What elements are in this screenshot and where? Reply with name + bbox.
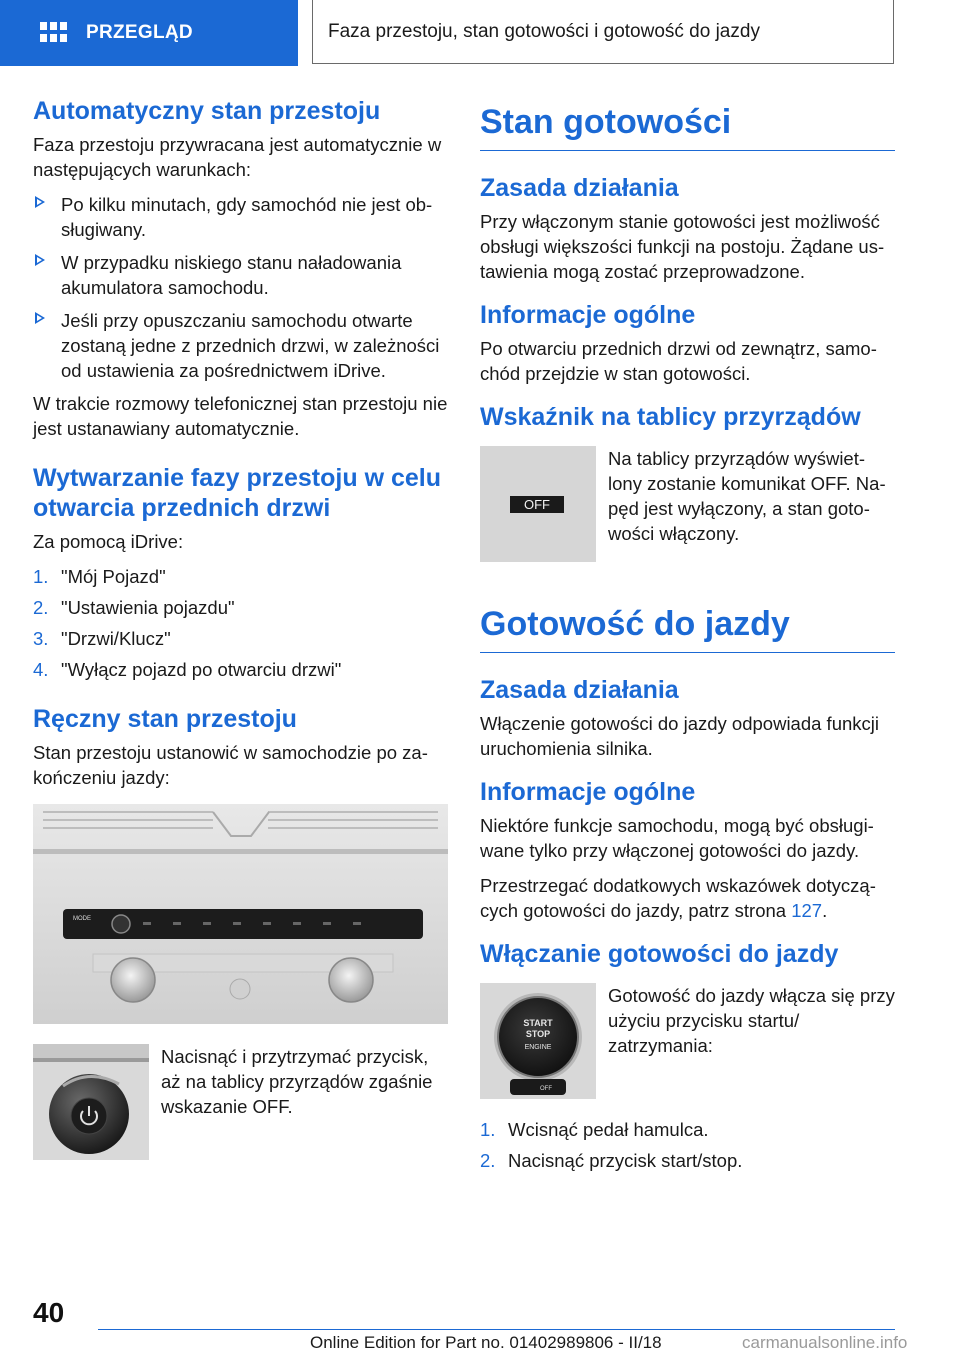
idrive-steps <box>33 564 448 682</box>
drive-enable-section <box>480 939 895 1173</box>
auto-standstill-note: W trakcie rozmowy telefonicznej stan przestoju nie jest ustanawiany automatycznie. <box>33 393 448 439</box>
indicator-section <box>480 402 895 562</box>
indicator-row <box>480 446 895 562</box>
standby-principle-section <box>480 173 895 284</box>
center-console-image <box>33 804 448 1024</box>
list-item: 3. "Drzwi/Klucz" <box>33 628 171 649</box>
standby-general-section <box>480 300 895 386</box>
manual-standstill-section <box>33 704 448 1160</box>
overview-tab-label: PRZEGLĄD <box>86 22 193 43</box>
drive-enable-heading: Włączanie gotowości do jazdy <box>480 940 839 968</box>
right-column <box>480 100 895 1189</box>
watermark: carmanualsonline.info <box>742 1333 908 1352</box>
off-small-label: OFF <box>540 1086 552 1092</box>
drive-general-text1: Niektóre funkcje samochodu, mogą być obsługi-wane tylko przy włączonej gotowości do jazdy. <box>480 815 874 861</box>
power-button-instruction: Nacisnąć i przytrzymać przycisk, aż na tablicy przyrządów zgaśnie wskazanie OFF. <box>161 1046 433 1117</box>
list-item: 4. "Wyłącz pojazd po otwarciu drzwi" <box>33 659 342 680</box>
stop-label: STOP <box>525 1029 551 1039</box>
bullet-triangle-icon <box>35 312 45 324</box>
list-item: Po kilku minutach, gdy samochód nie jest ob-sługiwany. <box>33 192 448 242</box>
off-indicator-image <box>480 446 596 562</box>
auto-standstill-intro: Faza przestoju przywracana jest automatycznie w następujących warunkach: <box>33 134 442 180</box>
auto-standstill-section <box>33 96 448 441</box>
page-header <box>0 0 960 66</box>
overview-tab[interactable] <box>0 0 298 66</box>
left-column <box>33 96 448 1176</box>
chapter-title-text: Faza przestoju, stan gotowości i gotowość do jazdy <box>328 20 760 42</box>
standby-general-heading: Informacje ogólne <box>480 301 696 329</box>
drive-principle-text: Włączenie gotowości do jazdy odpowiada funkcji uruchomienia silnika. <box>480 713 879 759</box>
list-item: 2. "Ustawienia pojazdu" <box>33 597 235 618</box>
drive-enable-steps <box>480 1117 895 1173</box>
drive-enable-text: Gotowość do jazdy włącza się przy użyciu przycisku startu/ zatrzymania: <box>608 985 895 1056</box>
page-link[interactable]: 127 <box>791 900 823 921</box>
door-standstill-section <box>33 463 448 682</box>
standby-general-text: Po otwarciu przednich drzwi od zewnątrz, samo-chód przejdzie w stan gotowości. <box>480 338 877 384</box>
drive-general-heading: Informacje ogólne <box>480 778 696 806</box>
drive-principle-section <box>480 675 895 761</box>
start-stop-row <box>480 983 895 1099</box>
door-standstill-intro: Za pomocą iDrive: <box>33 531 184 552</box>
indicator-heading: Wskaźnik na tablicy przyrządów <box>480 403 861 431</box>
standby-principle-heading: Zasada działania <box>480 174 679 202</box>
bullet-triangle-icon <box>35 196 45 208</box>
door-standstill-heading: Wytwarzanie fazy przestoju w celu otwarcia przednich drzwi <box>33 464 441 522</box>
drive-principle-heading: Zasada działania <box>480 676 679 704</box>
manual-standstill-heading: Ręczny stan przestoju <box>33 705 297 733</box>
manual-standstill-intro: Stan przestoju ustanowić w samochodzie po za-kończeniu jazdy: <box>33 742 428 788</box>
list-item: 1. "Mój Pojazd" <box>33 566 166 587</box>
chapter-title <box>312 0 894 64</box>
start-stop-button-image <box>480 983 596 1099</box>
engine-label: ENGINE <box>524 1044 552 1051</box>
list-item: Jeśli przy opuszczaniu samochodu otwarte zostaną jedne z przednich drzwi, w zależności od ustawienia za pośrednictwem iDrive. <box>33 308 448 383</box>
list-item: 1. Wcisnąć pedał hamulca. <box>480 1119 709 1140</box>
mode-label: MODE <box>73 916 91 922</box>
bullet-triangle-icon <box>35 254 45 266</box>
drive-general-section <box>480 777 895 923</box>
footer-divider <box>98 1329 895 1330</box>
off-display-label: OFF <box>524 497 550 512</box>
standby-principle-text: Przy włączonym stanie gotowości jest możliwość obsługi większości funkcji na postoju. Żądane us-tawienia mogą zostać przeprowadzone. <box>480 211 885 282</box>
power-button-image <box>33 1044 149 1160</box>
drive-general-text2: Przestrzegać dodatkowych wskazówek dotyczą-cych gotowości do jazdy, patrz strona 127. <box>480 875 876 921</box>
edition-info: Online Edition for Part no. 01402989806 - II/18 <box>310 1333 662 1352</box>
grid-menu-icon <box>40 22 67 44</box>
auto-standstill-heading: Automatyczny stan przestoju <box>33 97 381 125</box>
standby-title: Stan gotowości <box>480 100 895 151</box>
list-item: 2. Nacisnąć przycisk start/stop. <box>480 1150 743 1171</box>
page-number: 40 <box>33 1297 65 1328</box>
list-item: W przypadku niskiego stanu naładowania akumulatora samochodu. <box>33 250 448 300</box>
start-label: START <box>523 1018 553 1028</box>
auto-conditions-list <box>33 192 448 383</box>
drive-ready-title: Gotowość do jazdy <box>480 602 895 653</box>
power-button-row <box>33 1044 448 1160</box>
indicator-text: Na tablicy przyrządów wyświet-lony zostanie komunikat OFF. Na-pęd jest wyłączony, a stan goto-wości włączony. <box>608 448 886 544</box>
